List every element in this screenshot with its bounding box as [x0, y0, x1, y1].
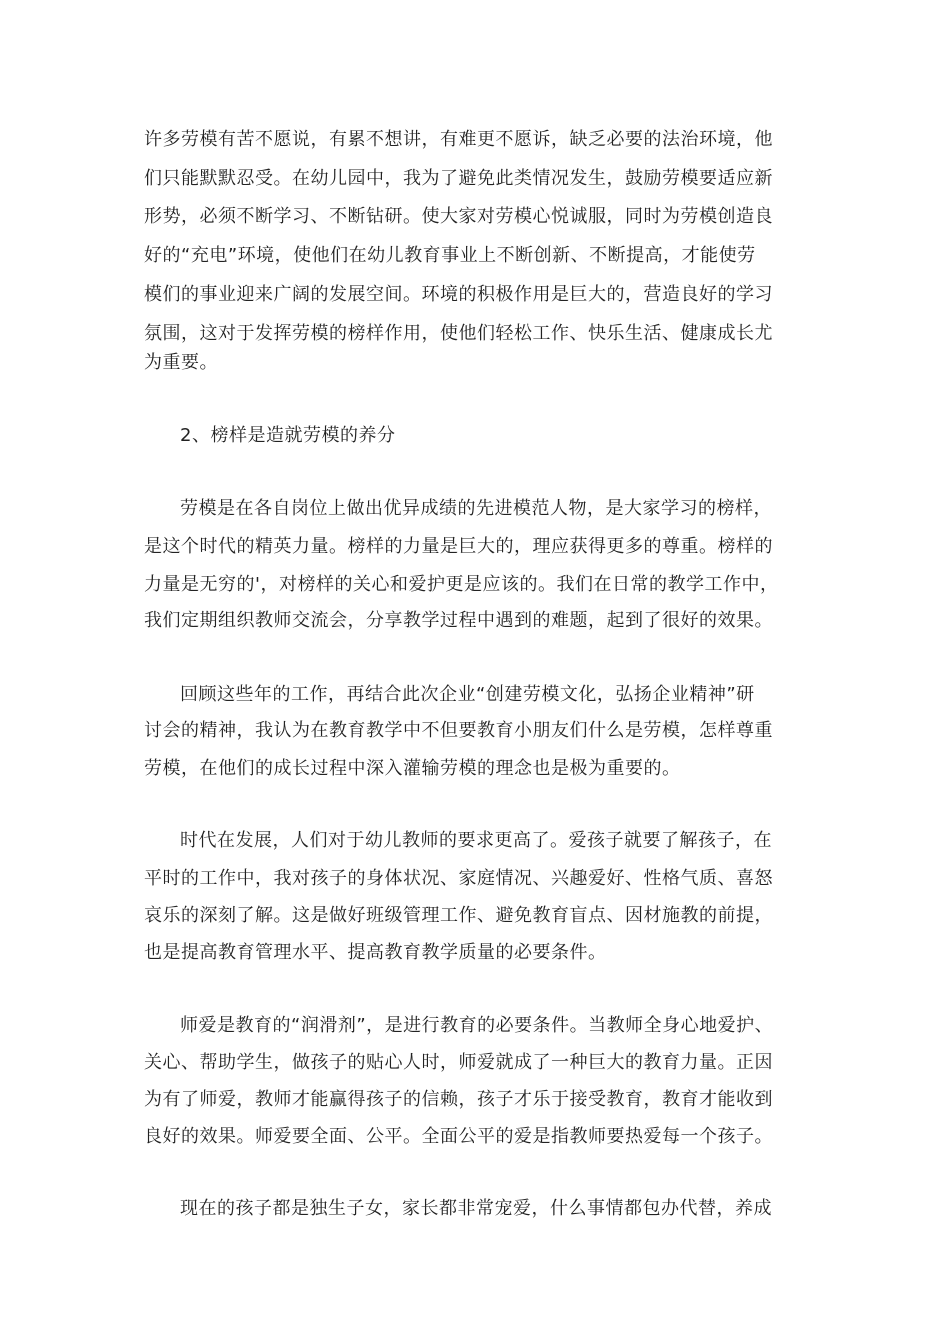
- text-line: 形势，必须不断学习、不断钻研。使大家对劳模心悦诚服，同时为劳模创造良: [144, 206, 773, 227]
- text-line: 力量是无穷的'，对榜样的关心和爱护更是应该的。我们在日常的教学工作中，: [144, 574, 779, 595]
- text-line: 是这个时代的精英力量。榜样的力量是巨大的，理应获得更多的尊重。榜样的: [144, 536, 773, 557]
- text-line: 模们的事业迎来广阔的发展空间。环境的积极作用是巨大的，营造良好的学习: [144, 284, 773, 305]
- text-line: 好的“充电”环境，使他们在幼儿教育事业上不断创新、不断提高，才能使劳: [144, 245, 756, 266]
- text-line: 良好的效果。师爱要全面、公平。全面公平的爱是指教师要热爱每一个孩子。: [144, 1126, 773, 1147]
- heading-text: 2、榜样是造就劳模的养分: [180, 425, 396, 446]
- text-line: 讨会的精神，我认为在教育教学中不但要教育小朋友们什么是劳模，怎样尊重: [144, 720, 773, 741]
- text-line: 为重要。: [144, 352, 218, 373]
- text-line: 劳模是在各自岗位上做出优异成绩的先进模范人物，是大家学习的榜样，: [180, 498, 772, 519]
- text-line: 平时的工作中，我对孩子的身体状况、家庭情况、兴趣爱好、性格气质、喜怒: [144, 868, 773, 889]
- text-line: 氛围，这对于发挥劳模的榜样作用，使他们轻松工作、快乐生活、健康成长尤: [144, 323, 773, 344]
- text-line: 现在的孩子都是独生子女，家长都非常宠爱，什么事情都包办代替，养成: [180, 1198, 772, 1219]
- text-line: 时代在发展，人们对于幼儿教师的要求更高了。爱孩子就要了解孩子，在: [180, 830, 772, 851]
- text-line: 劳模，在他们的成长过程中深入灌输劳模的理念也是极为重要的。: [144, 758, 681, 779]
- text-line: 们只能默默忍受。在幼儿园中，我为了避免此类情况发生，鼓励劳模要适应新: [144, 168, 773, 189]
- text-line: 师爱是教育的“润滑剂”，是进行教育的必要条件。当教师全身心地爱护、: [180, 1015, 774, 1036]
- text-line: 哀乐的深刻了解。这是做好班级管理工作、避免教育盲点、因材施教的前提，: [144, 905, 773, 926]
- text-line: 关心、帮助学生，做孩子的贴心人时，师爱就成了一种巨大的教育力量。正因: [144, 1052, 773, 1073]
- text-line: 我们定期组织教师交流会，分享教学过程中遇到的难题，起到了很好的效果。: [144, 610, 773, 631]
- text-line: 为有了师爱，教师才能赢得孩子的信赖，孩子才乐于接受教育，教育才能收到: [144, 1089, 773, 1110]
- text-line: 也是提高教育管理水平、提高教育教学质量的必要条件。: [144, 942, 607, 963]
- text-line: 回顾这些年的工作，再结合此次企业“创建劳模文化，弘扬企业精神”研: [180, 684, 755, 705]
- text-line: 许多劳模有苦不愿说，有累不想讲，有难更不愿诉，缺乏必要的法治环境，他: [144, 129, 773, 150]
